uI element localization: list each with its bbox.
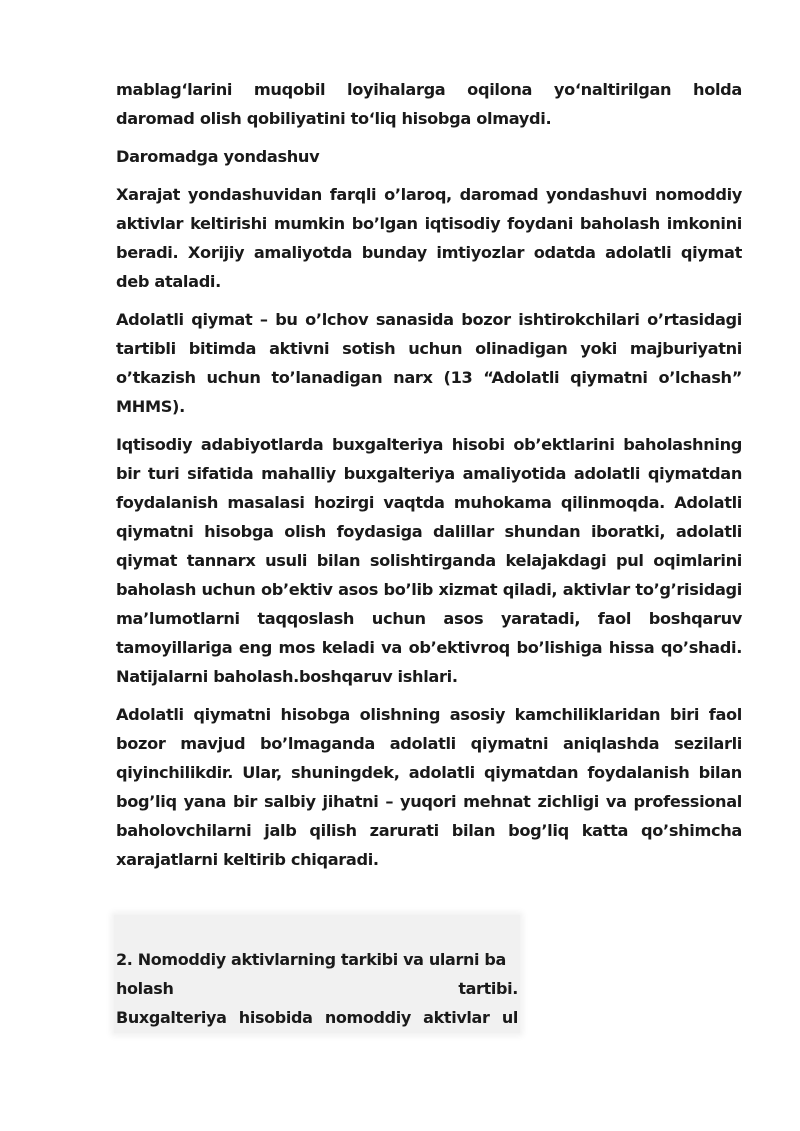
paragraph-income-approach: Xarajat yondashuvidan farqli o’laroq, daromad yondashuvi nomoddiy aktivlar keltirishi mumkin bo’lgan iqtisodiy foydani baholash imkonini beradi. Xorijiy amaliyotda bunday imtiyozlar odatda adolatli qiymat deb ataladi.	[116, 185, 742, 291]
excerpt-line-2-left: holash	[116, 979, 174, 998]
excerpt-line-3: Buxgalteriya hisobida nomoddiy aktivlar ul	[116, 1008, 518, 1027]
excerpt-line-2	[116, 974, 518, 1003]
section-heading-income-approach: Daromadga yondashuv	[116, 147, 320, 166]
excerpt-line-1: 2. Nomoddiy aktivlarning tarkibi va ularni ba	[116, 950, 506, 969]
excerpt-line-2-right: tartibi.	[458, 979, 518, 998]
paragraph-continuation: mablag‘larini muqobil loyihalarga oqilona yo‘naltirilgan holda daromad olish qobiliyatini to‘liq hisobga olmaydi.	[116, 80, 742, 128]
excerpt-box-text	[116, 945, 518, 1032]
paragraph-fair-value-definition: Adolatli qiymat – bu o’lchov sanasida bozor ishtirokchilari o’rtasidagi tartibli bitimda aktivni sotish uchun olinadigan yoki majburiyatni o’tkazish uchun to’lanadigan narx (13 “Adolatli qiymatni o’lchash” MHMS).	[116, 310, 742, 416]
document-body	[116, 75, 742, 883]
paragraph-fair-value-discussion: Iqtisodiy adabiyotlarda buxgalteriya hisobi ob’ektlarini baholashning bir turi sifatida mahalliy buxgalteriya amaliyotida adolatli qiymatdan foydalanish masalasi hozirgi vaqtda muhokama qilinmoqda. Adolatli qiymatni hisobga olish foydasiga dalillar shundan iboratki, adolatli qiymat tannarx usuli bilan solishtirganda kelajakdagi pul oqimlarini baholash uchun ob’ektiv asos bo’lib xizmat qiladi, aktivlar to’g’risidagi ma’lumotlarni taqqoslash uchun asos yaratadi, faol boshqaruv tamoyillariga eng mos keladi va ob’ektivroq bo’lishiga hissa qo’shadi. Natijalarni baholash.boshqaruv ishlari.	[116, 435, 742, 686]
paragraph-fair-value-drawbacks: Adolatli qiymatni hisobga olishning asosiy kamchiliklaridan biri faol bozor mavjud bo’lmaganda adolatli qiymatni aniqlashda sezilarli qiyinchilikdir. Ular, shuningdek, adolatli qiymatdan foydalanish bilan bog’liq yana bir salbiy jihatni – yuqori mehnat zichligi va professional baholovchilarni jalb qilish zarurati bilan bog’liq katta qo’shimcha xarajatlarni keltirib chiqaradi.	[116, 705, 742, 869]
excerpt-box	[114, 915, 520, 1033]
